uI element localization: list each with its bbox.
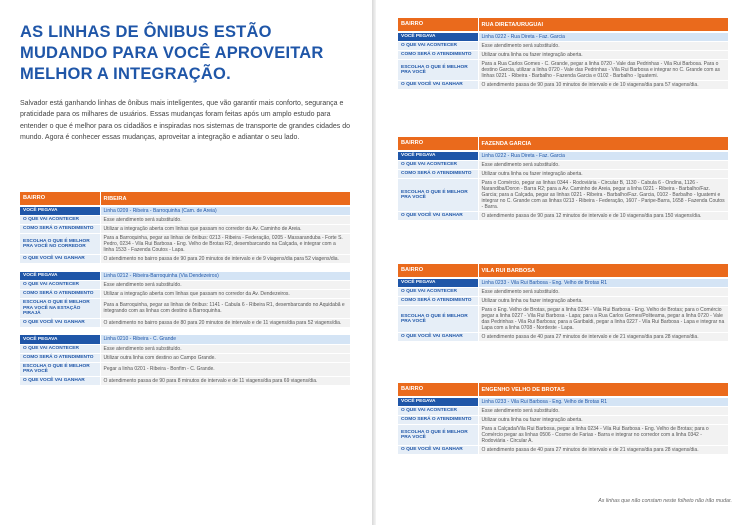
route-table <box>398 264 728 342</box>
table-row <box>20 318 350 327</box>
bairro-label: BAIRRO <box>20 192 100 206</box>
table-row <box>20 335 350 344</box>
row-label: COMO SERÁ O ATENDIMENTO <box>20 225 100 234</box>
row-value: O atendimento passa de 90 para 12 minutos de intervalo e de 10 viagens/dia para 150 viagens/dia. <box>478 212 728 221</box>
row-value: Esse atendimento será substituído. <box>100 344 350 353</box>
row-value: Linha 0209 - Ribeira - Barroquinha (Cam. de Areia) <box>100 206 350 216</box>
bairro-name: RUA DIRETA/URUGUAI <box>478 18 728 32</box>
row-label: O QUE VOCÊ VAI GANHAR <box>20 318 100 327</box>
table-row <box>398 333 728 342</box>
row-label: VOCÊ PEGAVA <box>20 206 100 216</box>
table-row <box>20 290 350 299</box>
row-value: Para o Comércio, pegar as linhas 0344 - Rodoviária - Circular B, 1130 - Cabula 6 - Ondina, 1126 - Narandiba/Doron - Barra R2; para a Av. Caminho de Areia, pegar a linha 0221 - Ribeira - Barbalho/Faz. Garcia; para a Calçada, pegar as linhas 0221 - Ribeira - Barbalho/Faz. Garcia, 0102 - Barbalho - Iguatemi e integrar no C. Grande com as linhas 0213 - Ribeira - Federação, 1607 - Paripe-Barra, 1658 - Fazenda Coutos - Barra. <box>478 179 728 212</box>
row-label: VOCÊ PEGAVA <box>398 278 478 288</box>
row-value: O atendimento passa de 90 para 8 minutos de intervalo e de 11 viagens/dia para 69 viagens/dia. <box>100 376 350 385</box>
table-row <box>398 170 728 179</box>
bairro-name: VILA RUI BARBOSA <box>478 264 728 278</box>
bairro-name: FAZENDA GARCIA <box>478 137 728 151</box>
row-value: O atendimento no bairro passa de 90 para 20 minutos de intervalo e de 9 viagens/dia para 52 viagens/dia. <box>100 255 350 264</box>
row-value: Utilizar a integração aberta com linhas que passam no corredor da Av. Dendezeiros. <box>100 290 350 299</box>
row-label: ESCOLHA O QUE É MELHOR PRA VOCÊ NA ESTAÇÃO PIRAJÁ <box>20 299 100 319</box>
bairro-name: ENGENHO VELHO DE BROTAS <box>478 383 728 397</box>
row-value: Utilizar outra linha ou fazer integração aberta. <box>478 416 728 425</box>
row-label: VOCÊ PEGAVA <box>398 32 478 42</box>
bairro-label: BAIRRO <box>398 264 478 278</box>
row-value: Linha 0222 - Rua Direta - Faz. Garcia <box>478 151 728 161</box>
right-page <box>376 0 750 525</box>
table-row <box>398 51 728 60</box>
row-value: Linha 0233 - Vila Rui Barbosa - Eng. Velho de Brotas R1 <box>478 278 728 288</box>
table-row <box>398 81 728 90</box>
table-row <box>398 278 728 288</box>
bairro-header-row <box>20 192 350 206</box>
table-row <box>398 151 728 161</box>
table-row <box>20 299 350 319</box>
table-row <box>20 234 350 255</box>
bairro-header-row <box>398 137 728 151</box>
table-row <box>20 353 350 362</box>
row-label: O QUE VOCÊ VAI GANHAR <box>398 333 478 342</box>
row-value: Utilizar a integração aberta com linhas que passam no corredor da Av. Caminho de Areia. <box>100 225 350 234</box>
table-row <box>398 288 728 297</box>
row-label: COMO SERÁ O ATENDIMENTO <box>398 416 478 425</box>
row-value <box>100 264 350 272</box>
row-value <box>100 327 350 335</box>
row-value: O atendimento passa de 90 para 10 minutos de intervalo e de 10 viagens/dia para 57 viagens/dia. <box>478 81 728 90</box>
row-value: Utilizar outra linha ou fazer integração aberta. <box>478 51 728 60</box>
row-value: Linha 0212 - Ribeira-Barroquinha (Via Dendezeiros) <box>100 272 350 281</box>
row-label: O QUE VOCÊ VAI GANHAR <box>20 376 100 385</box>
route-table <box>398 383 728 455</box>
bairro-header-row <box>398 383 728 397</box>
row-label: O QUE VAI ACONTECER <box>398 161 478 170</box>
bairro-name: RIBEIRA <box>100 192 350 206</box>
table-row <box>20 376 350 385</box>
row-value: Para o Eng. Velho de Brotas, pegar a linha 0234 - Vila Rui Barbosa - Eng. Velho de Brotas; para o Comércio pegar a linha 0227 - Vila Rui Barbosa - Lapa; para a Rua Carlos Gomes/Politeama, pegar a linha 0720 - Vale das Pedrinhas - Vila Rui Barbosa; para a Garibaldi, pegar a linha 0227 - Vila Rui Barbosa - Lapa e integrar na Lapa com a linha 0708 - Nordeste - Lapa. <box>478 306 728 333</box>
row-value: Para a Barroquinha, pegar as linhas de ônibus: 1141 - Cabula 6 - Ribeira R1, desembarcando no Aquidabã e integrando com as linhas com destino à Barroquinha. <box>100 299 350 319</box>
bairro-label: BAIRRO <box>398 383 478 397</box>
row-label: O QUE VAI ACONTECER <box>20 216 100 225</box>
row-value: O atendimento passa de 40 para 27 minutos de intervalo e de 21 viagens/dia para 28 viagens/dia. <box>478 333 728 342</box>
row-label: O QUE VOCÊ VAI GANHAR <box>20 255 100 264</box>
row-label: VOCÊ PEGAVA <box>20 272 100 281</box>
row-label: O QUE VAI ACONTECER <box>398 42 478 51</box>
table-row <box>398 306 728 333</box>
table-row <box>398 212 728 221</box>
row-value: Esse atendimento será substituído. <box>100 281 350 290</box>
table-row <box>20 206 350 216</box>
row-label: O QUE VAI ACONTECER <box>398 407 478 416</box>
row-label <box>20 264 100 272</box>
row-value: Linha 0233 - Vila Rui Barbosa - Eng. Velho de Brotas R1 <box>478 397 728 407</box>
table-row <box>398 42 728 51</box>
row-value: Esse atendimento será substituído. <box>478 42 728 51</box>
table-row <box>20 255 350 264</box>
row-label: O QUE VAI ACONTECER <box>20 281 100 290</box>
row-value: Utilizar outra linha ou fazer integração aberta. <box>478 170 728 179</box>
row-label: ESCOLHA O QUE É MELHOR PRA VOCÊ <box>398 425 478 446</box>
row-value: O atendimento no bairro passa de 80 para 20 minutos de intervalo e de 11 viagens/dia para 52 viagens/dia. <box>100 318 350 327</box>
table-row <box>20 362 350 376</box>
left-page <box>0 0 372 525</box>
table-row <box>398 425 728 446</box>
row-value: Utilizar outra linha com destino ao Campo Grande. <box>100 353 350 362</box>
row-label: ESCOLHA O QUE É MELHOR PRA VOCÊ <box>20 362 100 376</box>
row-label: VOCÊ PEGAVA <box>20 335 100 344</box>
row-label: ESCOLHA O QUE É MELHOR PRA VOCÊ <box>398 60 478 81</box>
row-value: O atendimento passa de 40 para 27 minutos de intervalo e de 21 viagens/dia para 28 viagens/dia. <box>478 446 728 455</box>
row-label: O QUE VOCÊ VAI GANHAR <box>398 446 478 455</box>
row-value: Esse atendimento será substituído. <box>100 216 350 225</box>
route-table <box>398 137 728 221</box>
table-row <box>398 32 728 42</box>
headline: AS LINHAS DE ÔNIBUS ESTÃO MUDANDO PARA VOCÊ APROVEITAR MELHOR A INTEGRAÇÃO. <box>20 23 324 83</box>
bairro-header-row <box>398 18 728 32</box>
row-label: VOCÊ PEGAVA <box>398 397 478 407</box>
row-label: COMO SERÁ O ATENDIMENTO <box>20 353 100 362</box>
row-value: Utilizar outra linha ou fazer integração aberta. <box>478 297 728 306</box>
footnote: As linhas que não constam neste folheto não irão mudar. <box>598 498 732 504</box>
row-value: Para a Calçada/Vila Rui Barbosa, pegar a linha 0234 - Vila Rui Barbosa - Eng. Velho de Brotas; para o Comércio pegar as linhas 0506 - Cosme de Farias - Barra e integrar no corredor com a linha 0342 - Rodoviária - Circular A. <box>478 425 728 446</box>
row-value: Para a Barroquinha, pegar as linhas de ônibus: 0213 - Ribeira - Federação, 0205 - Massaranduba - Forte S. Pedro, 0234 - Vila Rui Barbosa - Eng. Velho de Brotas R2, desembarcando na Calçada, e integrar com a linha 1533 - Fazenda Coutos - Lapa. <box>100 234 350 255</box>
row-label: O QUE VOCÊ VAI GANHAR <box>398 81 478 90</box>
table-row <box>20 281 350 290</box>
table-row <box>398 416 728 425</box>
row-label: O QUE VOCÊ VAI GANHAR <box>398 212 478 221</box>
row-value: Para a Rua Carlos Gomes - C. Grande, pegar a linha 0720 - Vale das Pedrinhas - Vila Rui Barbosa. Para o destino Garcia, utilizar a linha 0720 - Vale das Pedrinhas - Vila Rui Barbosa e integrar no C. Grande com as linhas 0221 - Ribeira - Barbalho - Fazenda Garcia e 0102 - Barbalho - Iguatemi. <box>478 60 728 81</box>
table-row <box>398 407 728 416</box>
bairro-header-row <box>398 264 728 278</box>
row-value: Linha 0222 - Rua Direta - Faz. Garcia <box>478 32 728 42</box>
table-row <box>20 216 350 225</box>
row-label: O QUE VAI ACONTECER <box>20 344 100 353</box>
table-row <box>398 397 728 407</box>
table-row <box>20 344 350 353</box>
row-label: COMO SERÁ O ATENDIMENTO <box>398 51 478 60</box>
table-row <box>398 297 728 306</box>
bairro-label: BAIRRO <box>398 18 478 32</box>
row-label <box>20 327 100 335</box>
left-route-table <box>20 192 350 386</box>
row-label: ESCOLHA O QUE É MELHOR PRA VOCÊ <box>398 306 478 333</box>
row-label: VOCÊ PEGAVA <box>398 151 478 161</box>
table-row <box>398 161 728 170</box>
table-row <box>20 272 350 281</box>
row-value: Pegar a linha 0201 - Ribeira - Bonfim - C. Grande. <box>100 362 350 376</box>
bairro-label: BAIRRO <box>398 137 478 151</box>
row-label: COMO SERÁ O ATENDIMENTO <box>398 170 478 179</box>
row-label: ESCOLHA O QUE É MELHOR PRA VOCÊ NO CORREDOR <box>20 234 100 255</box>
table-row <box>398 60 728 81</box>
row-value: Esse atendimento será substituído. <box>478 407 728 416</box>
row-label: ESCOLHA O QUE É MELHOR PRA VOCÊ <box>398 179 478 212</box>
table-row <box>398 179 728 212</box>
table-row <box>20 225 350 234</box>
intro-paragraph: Salvador está ganhando linhas de ônibus mais inteligentes, que vão garantir mais conforto, segurança e praticidade para os milhares de usuários. Essas mudanças foram feitas após um amplo estudo para entender o que é melhor para os cidadãos e inspiradas nos sistemas de transporte de grandes cidades do mundo. Agora é conhecer essas mudanças, aproveitar a integração e adiantar o seu lado. <box>20 100 350 142</box>
row-value: Esse atendimento será substituído. <box>478 288 728 297</box>
row-label: COMO SERÁ O ATENDIMENTO <box>398 297 478 306</box>
row-label: O QUE VAI ACONTECER <box>398 288 478 297</box>
row-label: COMO SERÁ O ATENDIMENTO <box>20 290 100 299</box>
row-value: Linha 0210 - Ribeira - C. Grande <box>100 335 350 344</box>
row-value: Esse atendimento será substituído. <box>478 161 728 170</box>
table-spacer <box>20 264 350 272</box>
table-row <box>398 446 728 455</box>
route-table <box>398 18 728 90</box>
table-spacer <box>20 327 350 335</box>
